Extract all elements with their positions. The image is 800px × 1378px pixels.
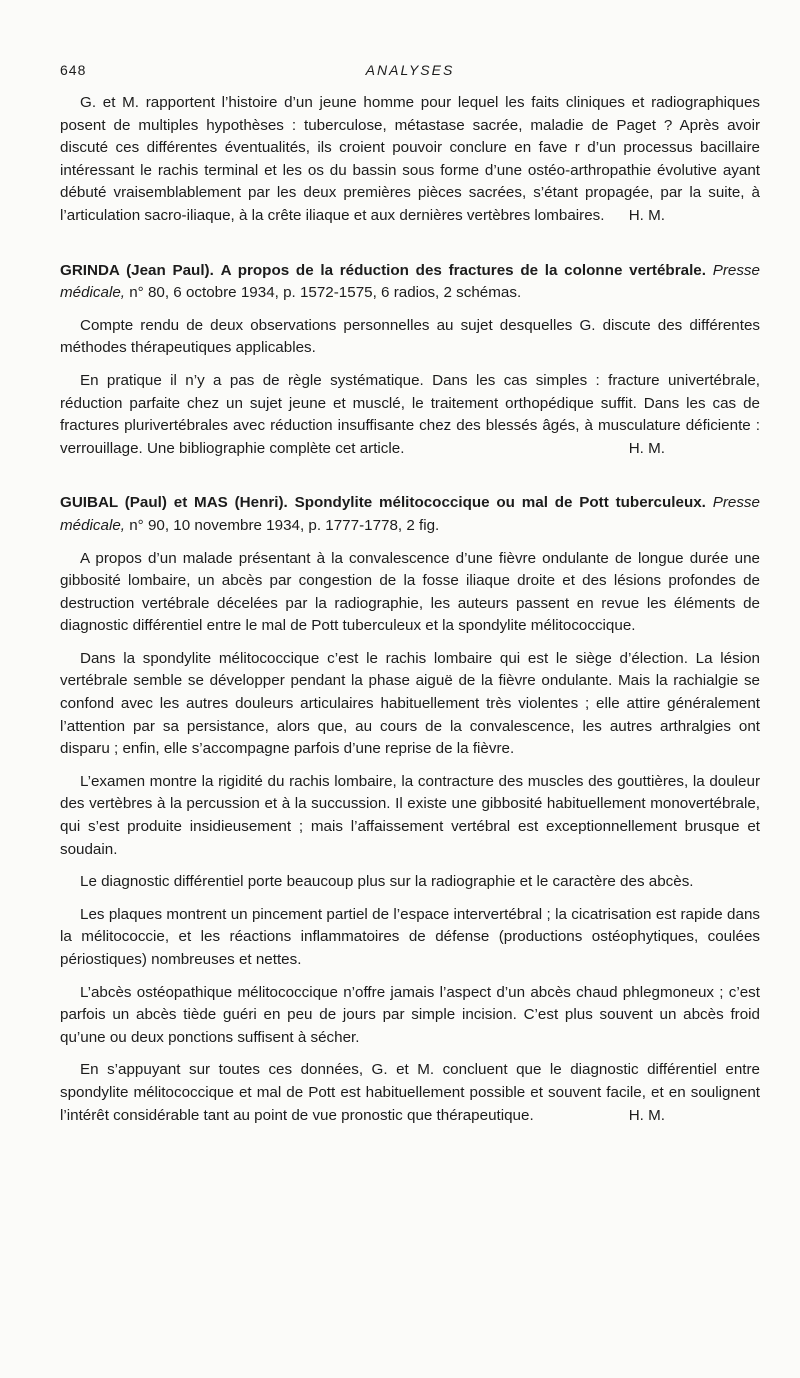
entry2-author: GUIBAL (Paul) et MAS (Henri).: [60, 494, 288, 512]
entry2-signature: H. M.: [628, 1106, 665, 1124]
entry2-title: Spondylite mélitococcique ou mal de Pott tuberculeux.: [294, 494, 706, 512]
entry1-author: GRINDA (Jean Paul).: [60, 261, 214, 279]
entry2-citation: n° 90, 10 novembre 1934, p. 1777-1778, 2 fig.: [129, 516, 440, 534]
entry1-citation: n° 80, 6 octobre 1934, p. 1572-1575, 6 radios, 2 schémas.: [129, 284, 522, 302]
entry2-paragraph: L’abcès ostéopathique mélitococcique n’offre jamais l’aspect d’un abcès chaud phlegmoneux ; c’est parfois un abcès tiède guéri en peu de jours par simple incision. C’est plus souvent un abcès froid qu’une ou deux ponctions suffisent à sécher.: [60, 983, 760, 1046]
entry2-paragraph: Le diagnostic différentiel porte beaucoup plus sur la radiographie et le caractère des abcès.: [80, 873, 694, 891]
entry2-paragraph: Les plaques montrent un pincement partiel de l’espace intervertébral ; la cicatrisation est rapide dans la mélitococcie, et les réactions inflammatoires de défense (productions ostéophytiques, coulées périostiques) nombreuses et nettes.: [60, 905, 760, 968]
entry0-paragraph: G. et M. rapportent l’histoire d’un jeune homme pour lequel les faits cliniques et radiographiques posent de multiples hypothèses : tuberculose, métastase sacrée, maladie de Paget ? Après avoir discuté ces différentes éventualités, ils croient pouvoir conclure en fave r d’un processus bacillaire intéressant le rachis terminal et les os du bassin sous forme d’une ostéo-arthropathie évolutive ayant débuté vraisemblablement par les deux premières pièces sacrées, s’étant propagée, par la suite, à l’articulation sacro-iliaque, à la crête iliaque et aux dernières vertèbres lombaires. H. M.: [60, 92, 760, 228]
page-header: [60, 62, 760, 82]
page-number: 648: [60, 62, 87, 78]
entry2-paragraph: Dans la spondylite mélitococcique c’est le rachis lombaire qui est le siège d’élection. La lésion vertébrale semble se développer pendant la phase aiguë de la fièvre ondulante. Mais la rachialgie se confond avec les autres douleurs articulaires habituellement très violentes ; elle attire généralement l’attention par sa persistance, alors que, au cours de la convalescence, les autres arthralgies ont disparu ; enfin, elle s’accompagne parfois d’une reprise de la fièvre.: [60, 649, 760, 758]
entry1-title: A propos de la réduction des fractures de la colonne vertébrale.: [220, 261, 706, 279]
entry2-paragraph: A propos d’un malade présentant à la convalescence d’une fièvre ondulante de longue durée une gibbosité lombaire, un abcès par congestion de la fosse iliaque droite et des lésions profondes de destruction vertébrale décelées par la radiographie, les auteurs passent en revue les éléments de diagnostic différentiel entre le mal de Pott tuberculeux et la spondylite mélitococcique.: [60, 549, 760, 635]
entry1-heading: [60, 260, 760, 305]
entry1-paragraph: En pratique il n’y a pas de règle systématique. Dans les cas simples : fracture univertébrale, réduction parfaite chez un sujet jeune et musclé, le traitement orthopédique suffit. Dans les cas de fractures plurivertébrales avec réduction insuffisante chez des blessés âgés, à musculature déficiente : verrouillage. Une bibliographie complète cet article. H. M.: [60, 370, 760, 460]
entry1-paragraph: Compte rendu de deux observations personnelles au sujet desquelles G. discute des différentes méthodes thérapeutiques applicables.: [60, 316, 760, 357]
entry2-paragraph: L’examen montre la rigidité du rachis lombaire, la contracture des muscles des gouttières, la douleur des vertèbres à la percussion et à la succussion. Il existe une gibbosité habituellement monovertébrale, qui s’est produite insidieusement ; mais l’affaissement vertébral est exceptionnellement brusque et soudain.: [60, 772, 760, 858]
entry2-paragraph: En s’appuyant sur toutes ces données, G. et M. concluent que le diagnostic différentiel entre spondylite mélitococcique et mal de Pott est habituellement possible et souvent facile, et en soulignent l’intérêt considérable tant au point de vue pronostic que thérapeutique. H. M.: [60, 1059, 760, 1127]
entry1-signature: H. M.: [628, 439, 665, 457]
entry1-journal: Presse médicale,: [60, 261, 760, 302]
running-title: ANALYSES: [365, 62, 455, 78]
entry2-journal: Presse médicale,: [60, 494, 760, 534]
page-body: [60, 92, 760, 1127]
entry0-signature: H. M.: [628, 206, 665, 224]
entry2-heading: [60, 492, 760, 537]
